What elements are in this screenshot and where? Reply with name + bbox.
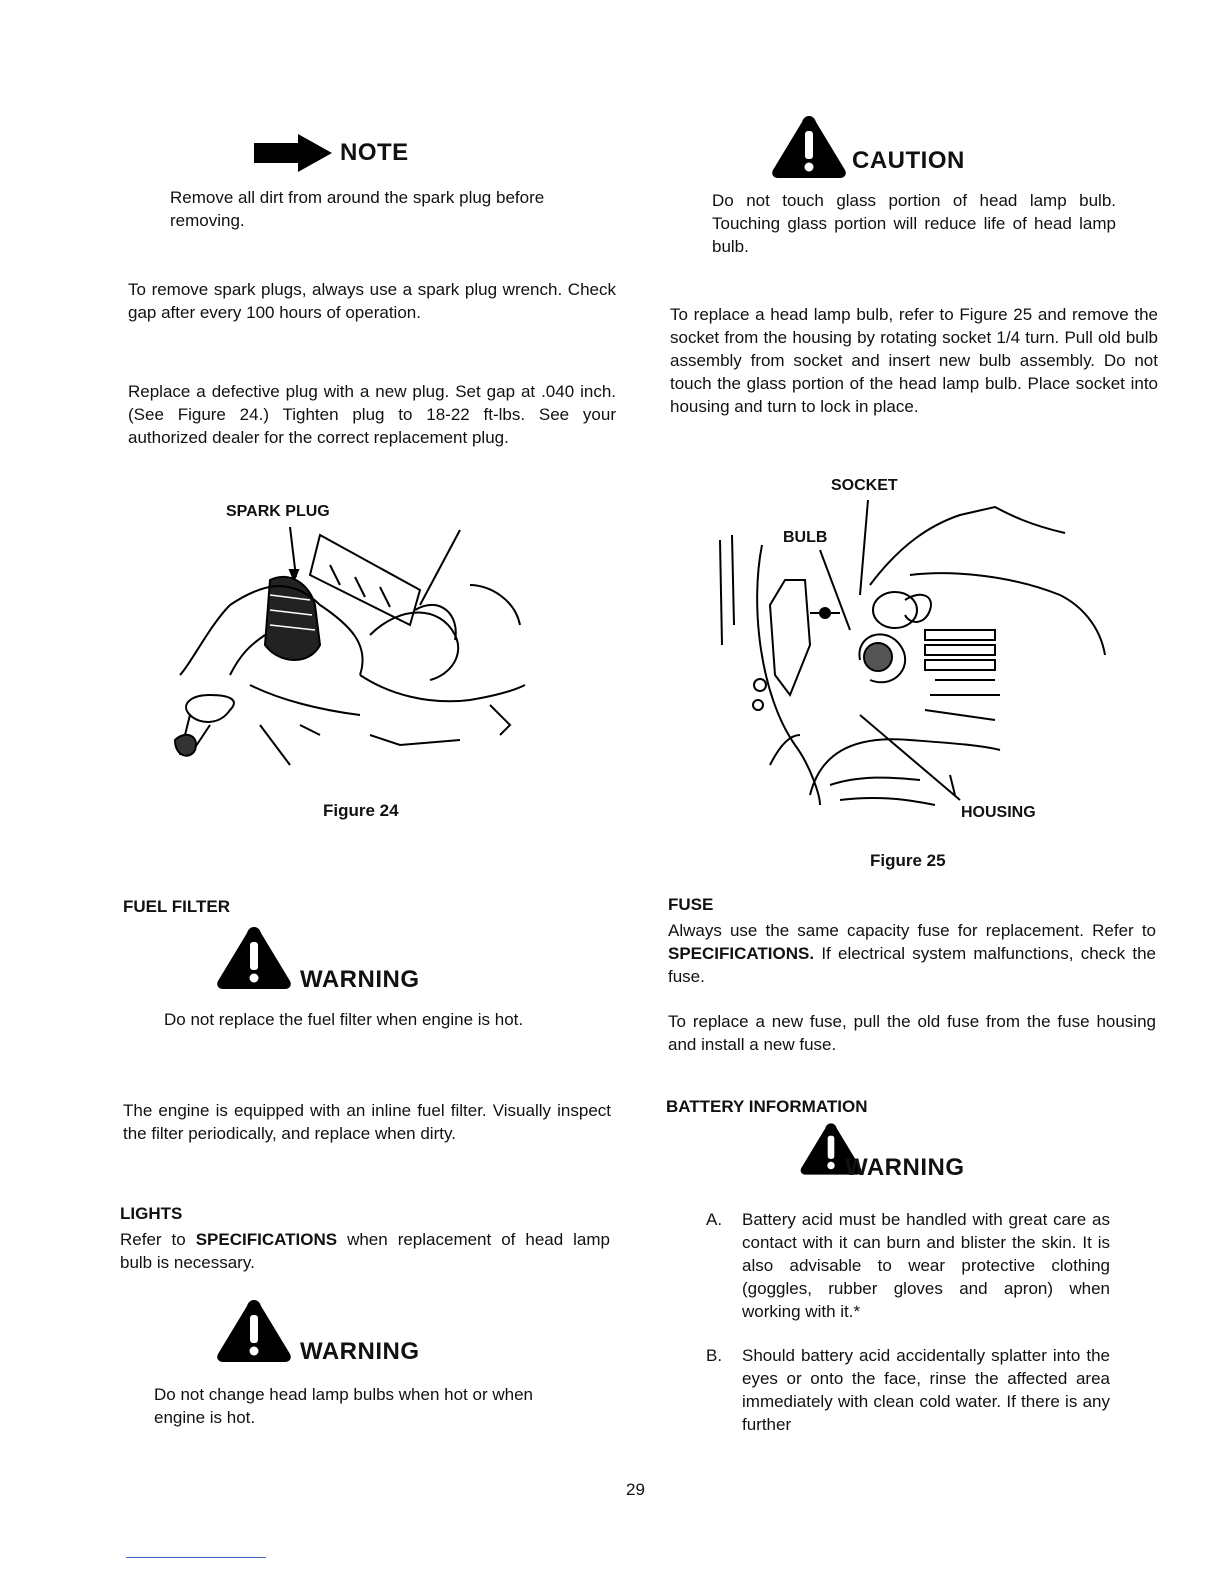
fuse-heading: FUSE <box>668 895 714 914</box>
note-text: Remove all dirt from around the spark plug before removing. <box>170 188 545 230</box>
bulb-label: BULB <box>783 529 828 546</box>
fuse-body <box>668 919 1156 988</box>
head-lamp-illustration <box>710 495 1110 815</box>
fuse-body-prefix: Always use the same capacity fuse for replacement. Refer to <box>668 921 1156 940</box>
lights-heading: LIGHTS <box>120 1204 183 1223</box>
warning-icon <box>214 925 294 991</box>
figure-25-caption: Figure 25 <box>870 851 946 870</box>
warning-icon <box>214 1298 294 1364</box>
lights-specifications-keyword: SPECIFICATIONS <box>195 1230 338 1249</box>
fuel-filter-body: The engine is equipped with an inline fuel filter. Visually inspect the filter periodically, and replace when dirty. <box>123 1101 611 1143</box>
lights-warning-title: WARNING <box>300 1338 420 1365</box>
battery-item-b-text: Should battery acid accidentally splatter into the eyes or onto the face, rinse the affected area immediately with clean cold water. If there is any further <box>742 1346 1110 1434</box>
fuse-paragraph-2: To replace a new fuse, pull the old fuse from the fuse housing and install a new fuse. <box>668 1012 1156 1054</box>
battery-item-a-text: Battery acid must be handled with great care as contact with it can burn and blister the skin. It is also advisable to wear protective clothing (goggles, rubber gloves and apron) when working with it.* <box>742 1210 1110 1321</box>
battery-warning-title: WARNING <box>845 1154 965 1181</box>
page-number: 29 <box>626 1480 645 1499</box>
socket-label: SOCKET <box>831 477 898 494</box>
caution-text: Do not touch glass portion of head lamp bulb. Touching glass portion will reduce life of head lamp bulb. <box>712 191 1116 256</box>
fuse-specifications-keyword: SPECIFICATIONS. <box>668 944 815 963</box>
figure-24-caption: Figure 24 <box>323 801 399 820</box>
spark-plug-paragraph-1: To remove spark plugs, always use a spark plug wrench. Check gap after every 100 hours of operation. <box>128 280 616 322</box>
caution-title: CAUTION <box>852 147 965 174</box>
lights-body-prefix: Refer to <box>120 1230 186 1249</box>
battery-item-b-marker: B. <box>706 1346 723 1365</box>
fuel-filter-heading: FUEL FILTER <box>123 897 231 916</box>
figure-24-label: SPARK PLUG <box>226 503 330 520</box>
battery-item-a <box>706 1208 1110 1328</box>
footer-rule <box>126 1557 266 1558</box>
caution-icon <box>769 114 849 180</box>
spark-plug-paragraph-2: Replace a defective plug with a new plug. Set gap at .040 inch. (See Figure 24.) Tighten plug to 18-22 ft-lbs. See your authorized dealer for the correct replacement plug. <box>128 382 616 447</box>
battery-heading: BATTERY INFORMATION <box>666 1097 868 1116</box>
spark-plug-illustration <box>170 525 540 775</box>
battery-item-b <box>706 1344 1110 1444</box>
head-lamp-paragraph: To replace a head lamp bulb, refer to Figure 25 and remove the socket from the housing by rotating socket 1/4 turn. Pull old bulb assembly from socket and insert new bulb assembly. Do not touch the glass portion of the head lamp bulb. Place socket into housing and turn to lock in place. <box>670 305 1158 416</box>
lights-body <box>120 1228 610 1274</box>
fuse-body-suffix: If electrical system malfunctions, check the fuse. <box>668 944 1156 986</box>
note-title: NOTE <box>340 139 409 166</box>
fuel-filter-warning-title: WARNING <box>300 966 420 993</box>
lights-body-suffix: when replacement of head lamp bulb is necessary. <box>120 1230 610 1272</box>
housing-label: HOUSING <box>961 804 1036 821</box>
arrow-icon <box>254 132 334 174</box>
battery-item-a-marker: A. <box>706 1210 723 1229</box>
fuel-filter-warning-text: Do not replace the fuel filter when engine is hot. <box>164 1010 524 1029</box>
lights-warning-text: Do not change head lamp bulbs when hot or when engine is hot. <box>154 1385 533 1427</box>
